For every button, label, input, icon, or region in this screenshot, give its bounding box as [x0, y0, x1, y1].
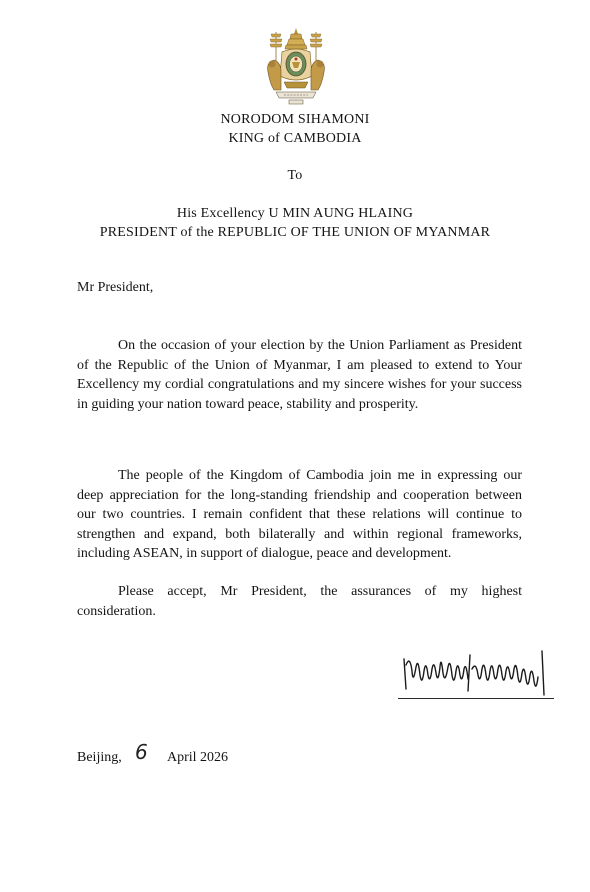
to-label: To	[287, 168, 303, 183]
date-day-handwritten: 6	[135, 740, 148, 764]
handwritten-signature	[398, 645, 558, 701]
date-month-year: April 2026	[167, 750, 229, 765]
salutation: Mr President,	[77, 280, 154, 295]
sender-title: KING of CAMBODIA	[228, 131, 362, 146]
body-paragraph: On the occasion of your election by the Union Parliament as President of the Republic of the Union of Myanmar, I am pleased to extend to Your Excellency my cordial congratulations and my sincere wishes for your success in guiding your nation toward peace, stability and prosperity.	[77, 338, 522, 412]
body-paragraph: The people of the Kingdom of Cambodia join me in expressing our deep appreciation for the long-standing friendship and cooperation between our two countries. I remain confident that these relations will continue to strengthen and expand, both bilaterally and within regional frameworks, including ASEAN, in support of dialogue, peace and development.	[77, 468, 522, 561]
closing-paragraph: Please accept, Mr President, the assurances of my highest consideration.	[77, 584, 522, 619]
signature-line	[398, 698, 554, 699]
royal-emblem-icon	[262, 26, 330, 106]
recipient-title: PRESIDENT of the REPUBLIC OF THE UNION OF MYANMAR	[99, 225, 491, 240]
sender-name: NORODOM SIHAMONI	[220, 112, 370, 127]
recipient-name: His Excellency U MIN AUNG HLAING	[176, 206, 414, 221]
date-city: Beijing,	[77, 750, 122, 765]
